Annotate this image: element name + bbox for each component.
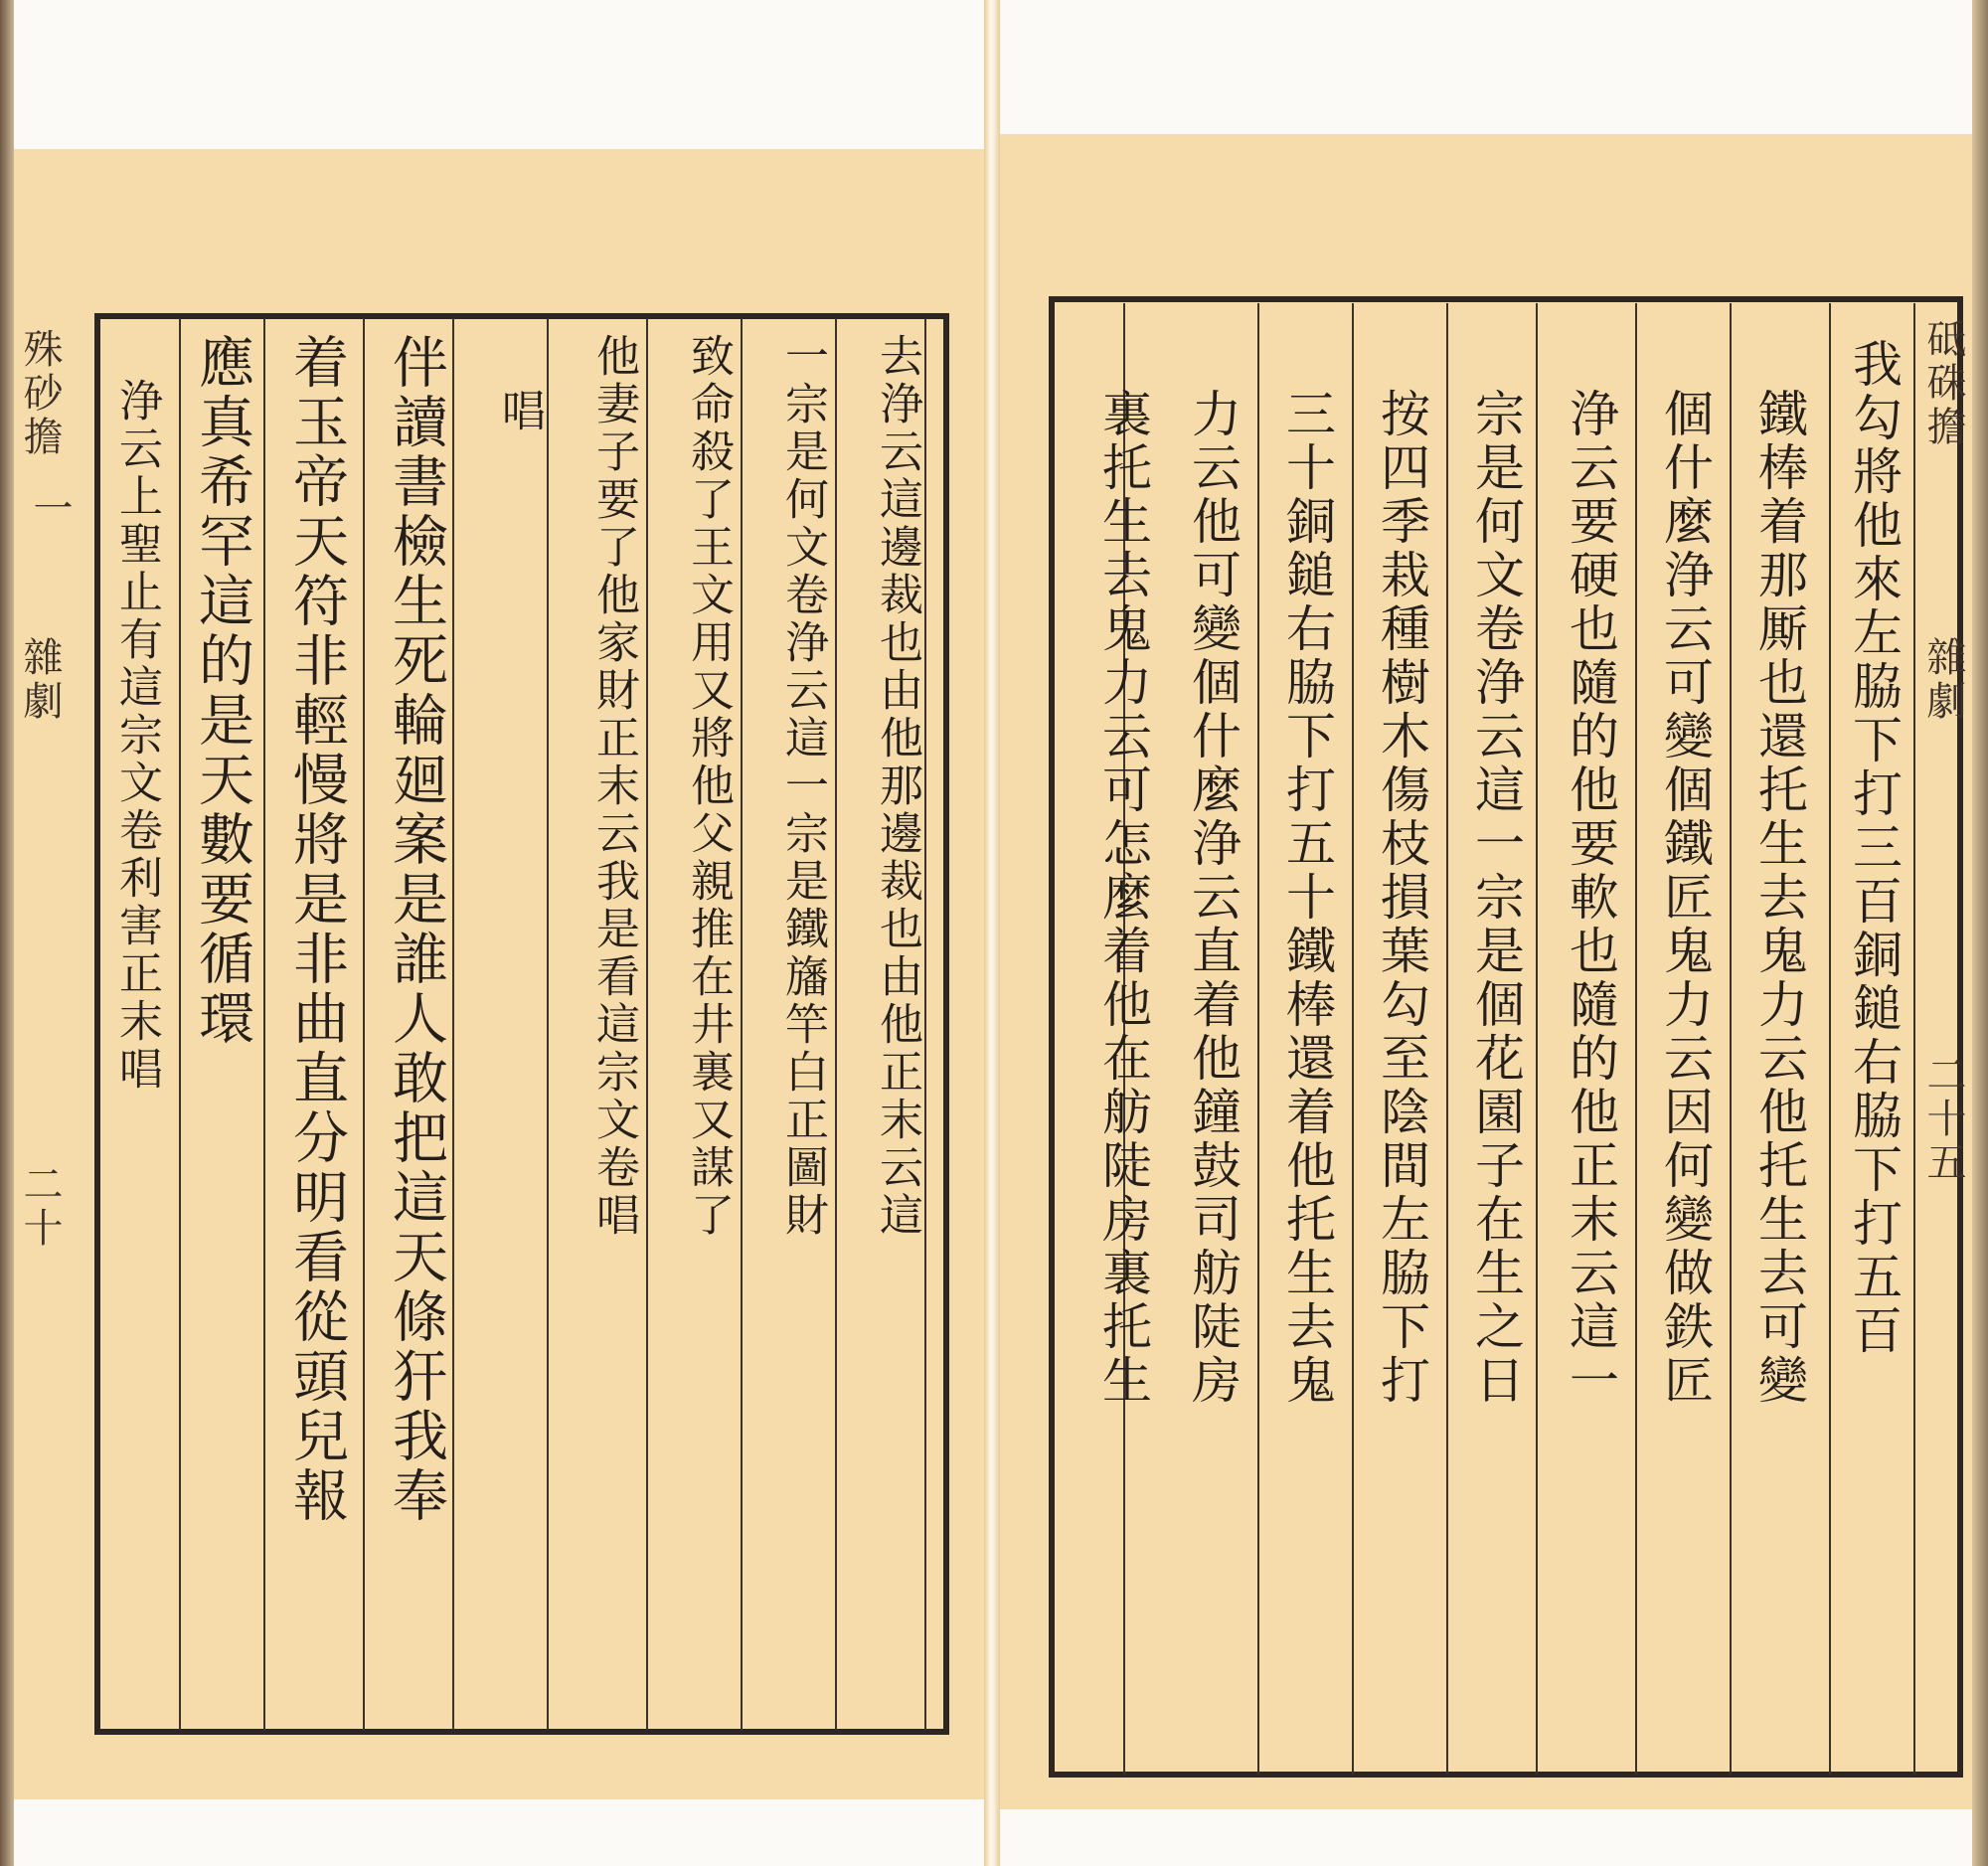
right-column-5: 宗是何文卷浄云這一宗是個花園子在生之日 (1467, 388, 1525, 1408)
left-margin-chapter: 一 (27, 487, 73, 531)
column-rule (179, 318, 181, 1730)
column-rule (646, 318, 648, 1730)
column-rule (1536, 303, 1538, 1775)
left-column-9: 浄云上聖止有這宗文卷利害正末唱 (111, 378, 162, 1094)
right-page-bottom-blank (1000, 1809, 1972, 1866)
left-column-5: 唱 (494, 388, 545, 435)
column-rule (1446, 303, 1448, 1775)
column-rule (263, 318, 265, 1730)
left-column-3: 致命殺了王文用又將他父親推在井裏又謀了 (683, 333, 734, 1240)
left-column-7: 着玉帝天符非輕慢將是非曲直分明看從頭兒報 (284, 333, 349, 1526)
left-page-top-blank (14, 0, 984, 149)
column-rule (1829, 303, 1831, 1775)
left-margin-title: 殊砂擔 (17, 328, 63, 459)
left-book-edge (0, 0, 14, 1866)
left-column-8: 應真希罕這的是天數要循環 (190, 333, 254, 1049)
column-rule (363, 318, 365, 1730)
column-rule (1913, 303, 1915, 1775)
column-rule (1257, 303, 1259, 1775)
column-rule (1635, 303, 1637, 1775)
right-column-8: 力云他可變個什麼浄云直着他鐘鼓司舫陡房 (1184, 388, 1242, 1408)
right-column-4: 浄云要硬也隨的他要軟也隨的他正末云這一 (1562, 388, 1619, 1408)
left-column-4: 他妻子要了他家財正末云我是看這宗文卷唱 (588, 333, 639, 1240)
right-column-1: 我勾將他來左脇下打三百銅鎚右脇下打五百 (1845, 338, 1903, 1358)
left-column-6: 伴讀書檢生死輪廻案是誰人敢把這天條犴我奉 (384, 333, 448, 1526)
left-column-1: 去浄云這邊裁也由他那邊裁也由他正末云這 (872, 333, 922, 1240)
left-column-2: 一宗是何文卷浄云這一宗是鐵旛竿白正圖財 (777, 333, 828, 1240)
column-rule (1352, 303, 1354, 1775)
right-margin-page-number: 二十五 (1920, 1054, 1966, 1185)
right-column-6: 按四季栽種樹木傷枝損葉勾至陰間左脇下打 (1373, 388, 1430, 1408)
column-rule (547, 318, 549, 1730)
left-margin-genre: 雜劇 (17, 636, 63, 724)
left-page-bottom-blank (14, 1799, 984, 1866)
right-margin-genre: 雜劇 (1920, 636, 1966, 724)
column-rule (1730, 303, 1732, 1775)
right-column-7: 三十銅鎚右脇下打五十鐵棒還着他托生去鬼 (1278, 388, 1336, 1408)
right-column-9: 裏托生去鬼力云可怎麼着他在舫陡房裏托生 (1094, 388, 1152, 1408)
right-column-3: 個什麼浄云可變個鐵匠鬼力云因何變做鉄匠 (1656, 388, 1714, 1408)
column-rule (452, 318, 454, 1730)
right-book-edge (1972, 0, 1988, 1866)
column-rule (924, 318, 926, 1730)
right-margin-title: 砥硃擔 (1920, 318, 1966, 449)
column-rule (835, 318, 837, 1730)
column-rule (741, 318, 743, 1730)
left-margin-page-number: 二十 (17, 1163, 63, 1251)
right-column-2: 鐵棒着那厮也還托生去鬼力云他托生去可變 (1750, 388, 1808, 1408)
right-page-top-blank (1000, 0, 1972, 134)
book-gutter (984, 0, 1000, 1866)
